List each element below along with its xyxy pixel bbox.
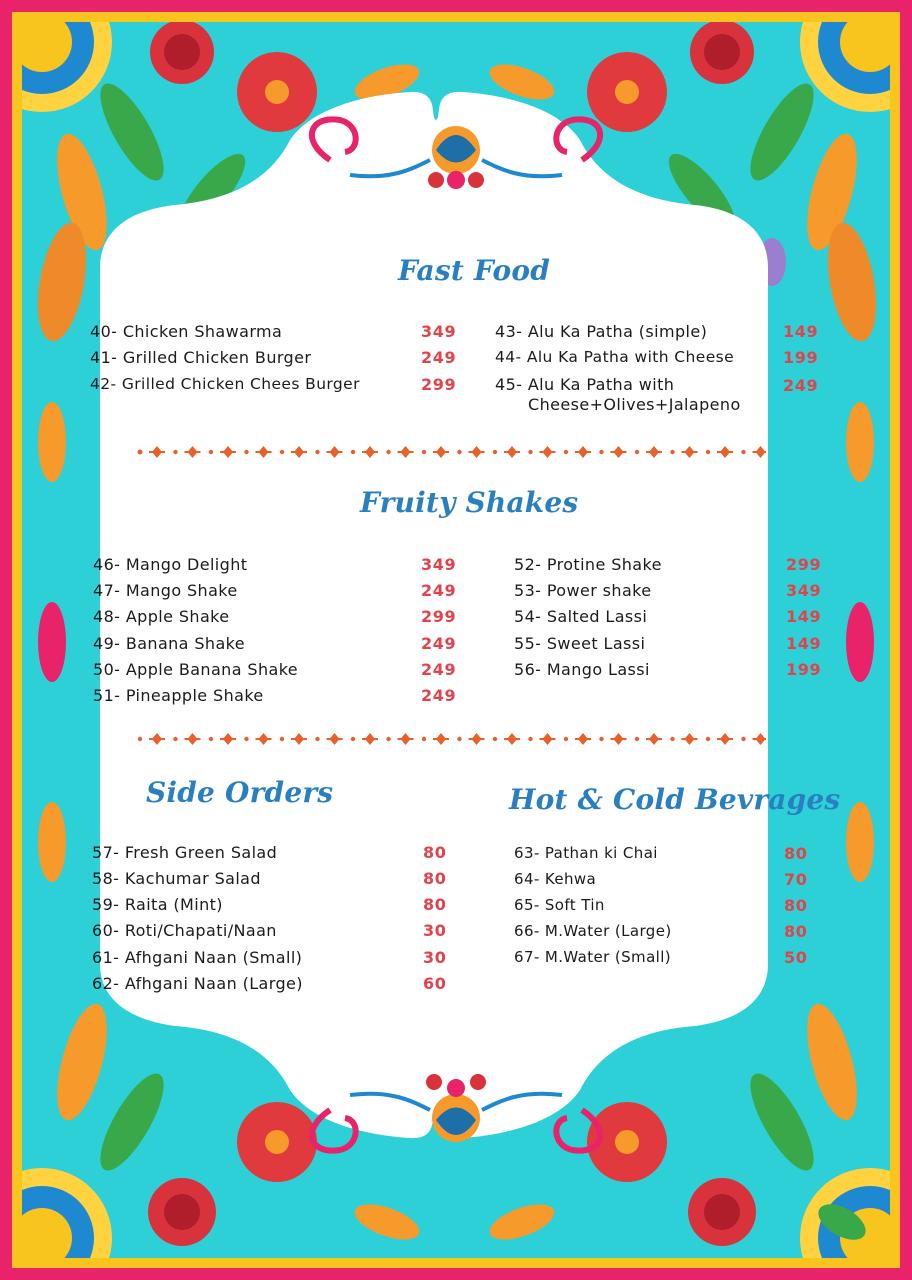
divider-cross: [682, 738, 698, 740]
menu-item-name: 52- Protine Shake: [514, 555, 662, 574]
divider-cross: [220, 451, 236, 453]
divider-dot: [351, 737, 355, 741]
menu-item-price: 30: [423, 948, 447, 967]
divider-dot: [138, 450, 142, 454]
section-title-fast-food: Fast Food: [398, 254, 551, 287]
section-title-beverages: Hot & Cold Bevrages: [509, 783, 841, 816]
menu-item-name: 58- Kachumar Salad: [92, 869, 261, 888]
divider-cross: [469, 738, 485, 740]
menu-item-name: 51- Pineapple Shake: [93, 686, 264, 705]
menu-item-name: 45- Alu Ka Patha with: [495, 375, 675, 394]
menu-item-price: 199: [786, 660, 822, 679]
menu-item-name: 40- Chicken Shawarma: [90, 322, 283, 341]
menu-item-name: 50- Apple Banana Shake: [93, 660, 299, 679]
menu-item-price: 299: [786, 555, 822, 574]
divider-cross: [504, 451, 520, 453]
divider-dot: [635, 450, 639, 454]
menu-item-price: 50: [784, 948, 808, 967]
menu-item-price: 349: [786, 581, 822, 600]
divider-cross: [256, 738, 272, 740]
divider-cross: [291, 451, 307, 453]
divider-cross: [682, 451, 698, 453]
divider-dot: [457, 450, 461, 454]
menu-item-name: 63- Pathan ki Chai: [514, 844, 658, 862]
menu-item-name: 61- Afhgani Naan (Small): [92, 948, 303, 967]
divider-cross: [185, 451, 201, 453]
divider-dot: [706, 450, 710, 454]
menu-item-name: 49- Banana Shake: [93, 634, 246, 653]
divider-cross: [504, 738, 520, 740]
menu-item-name: 47- Mango Shake: [93, 581, 238, 600]
divider-dot: [173, 450, 177, 454]
divider-dot: [244, 737, 248, 741]
divider-cross: [256, 451, 272, 453]
divider-dot: [457, 737, 461, 741]
divider-cross: [185, 738, 201, 740]
divider-dot: [493, 450, 497, 454]
divider-dot: [635, 737, 639, 741]
divider-cross: [398, 738, 414, 740]
menu-item-price: 30: [423, 921, 447, 940]
divider-dot: [599, 450, 603, 454]
divider-dot: [209, 450, 213, 454]
divider-cross: [433, 738, 449, 740]
divider-dot: [315, 450, 319, 454]
divider-cross: [398, 451, 414, 453]
menu-item-name: 57- Fresh Green Salad: [92, 843, 278, 862]
divider-dot: [528, 450, 532, 454]
menu-item-name: 59- Raita (Mint): [92, 895, 223, 914]
menu-item-price: 249: [421, 581, 457, 600]
menu-item-name: 41- Grilled Chicken Burger: [90, 348, 312, 367]
menu-item-price: 80: [784, 896, 808, 915]
divider-cross: [646, 451, 662, 453]
divider-dot: [315, 737, 319, 741]
menu-item-price: 149: [783, 322, 819, 341]
divider-cross: [646, 738, 662, 740]
divider-dot: [599, 737, 603, 741]
divider-cross: [149, 451, 165, 453]
divider-cross: [469, 451, 485, 453]
menu-item-name: 56- Mango Lassi: [514, 660, 650, 679]
divider-cross: [291, 738, 307, 740]
divider-dot: [209, 737, 213, 741]
divider-cross: [220, 738, 236, 740]
divider-cross: [327, 738, 343, 740]
menu-item-name: 46- Mango Delight: [93, 555, 248, 574]
divider-dot: [670, 737, 674, 741]
menu-item-price: 249: [421, 686, 457, 705]
menu-item-name: 65- Soft Tin: [514, 896, 605, 914]
divider-cross: [717, 451, 733, 453]
menu-item-price: 199: [783, 348, 819, 367]
menu-item-name: 42- Grilled Chicken Chees Burger: [90, 375, 360, 393]
divider-dot: [244, 450, 248, 454]
menu-item-price: 80: [423, 869, 447, 888]
divider-dot: [280, 450, 284, 454]
divider-cross: [362, 738, 378, 740]
ornamental-divider: [136, 733, 766, 745]
menu-item-price: 80: [784, 922, 808, 941]
menu-item-price: 349: [421, 555, 457, 574]
divider-dot: [138, 737, 142, 741]
divider-cross: [362, 451, 378, 453]
menu-item-name: 60- Roti/Chapati/Naan: [92, 921, 277, 940]
menu-item-price: 149: [786, 634, 822, 653]
divider-cross: [753, 738, 767, 740]
menu-item-name: 55- Sweet Lassi: [514, 634, 646, 653]
menu-item-price: 249: [421, 634, 457, 653]
divider-dot: [706, 737, 710, 741]
divider-cross: [753, 451, 767, 453]
section-title-side-orders: Side Orders: [146, 776, 334, 809]
menu-item-name: 53- Power shake: [514, 581, 652, 600]
menu-item-price: 70: [784, 870, 808, 889]
divider-dot: [741, 737, 745, 741]
menu-item-price: 249: [783, 376, 819, 395]
menu-item-price: 249: [421, 660, 457, 679]
divider-dot: [386, 450, 390, 454]
divider-dot: [670, 450, 674, 454]
menu-item-price: 249: [421, 348, 457, 367]
menu-item-name: 64- Kehwa: [514, 870, 597, 888]
divider-cross: [575, 451, 591, 453]
section-title-fruity-shakes: Fruity Shakes: [360, 486, 579, 519]
divider-dot: [493, 737, 497, 741]
menu-item-price: 299: [421, 375, 457, 394]
divider-dot: [351, 450, 355, 454]
menu-item-name: 67- M.Water (Small): [514, 948, 672, 966]
menu-item-name: 54- Salted Lassi: [514, 607, 648, 626]
divider-dot: [386, 737, 390, 741]
divider-dot: [564, 450, 568, 454]
menu-item-name-continued: Cheese+Olives+Jalapeno: [528, 395, 741, 414]
menu-item-name: 44- Alu Ka Patha with Cheese: [495, 348, 735, 366]
divider-cross: [540, 738, 556, 740]
menu-item-price: 80: [423, 843, 447, 862]
divider-dot: [280, 737, 284, 741]
menu-item-price: 149: [786, 607, 822, 626]
ornamental-divider: [136, 446, 766, 458]
divider-cross: [327, 451, 343, 453]
divider-dot: [741, 450, 745, 454]
menu-item-price: 299: [421, 607, 457, 626]
divider-dot: [422, 737, 426, 741]
divider-cross: [149, 738, 165, 740]
divider-dot: [564, 737, 568, 741]
divider-cross: [717, 738, 733, 740]
menu-item-name: 66- M.Water (Large): [514, 922, 672, 940]
menu-item-price: 80: [423, 895, 447, 914]
divider-cross: [540, 451, 556, 453]
divider-dot: [173, 737, 177, 741]
menu-item-price: 349: [421, 322, 457, 341]
divider-cross: [433, 451, 449, 453]
menu-item-price: 80: [784, 844, 808, 863]
divider-dot: [422, 450, 426, 454]
divider-dot: [528, 737, 532, 741]
divider-cross: [611, 451, 627, 453]
divider-cross: [575, 738, 591, 740]
menu-item-name: 62- Afhgani Naan (Large): [92, 974, 303, 993]
menu-item-price: 60: [423, 974, 447, 993]
divider-cross: [611, 738, 627, 740]
menu-item-name: 48- Apple Shake: [93, 607, 230, 626]
menu-item-name: 43- Alu Ka Patha (simple): [495, 322, 708, 341]
